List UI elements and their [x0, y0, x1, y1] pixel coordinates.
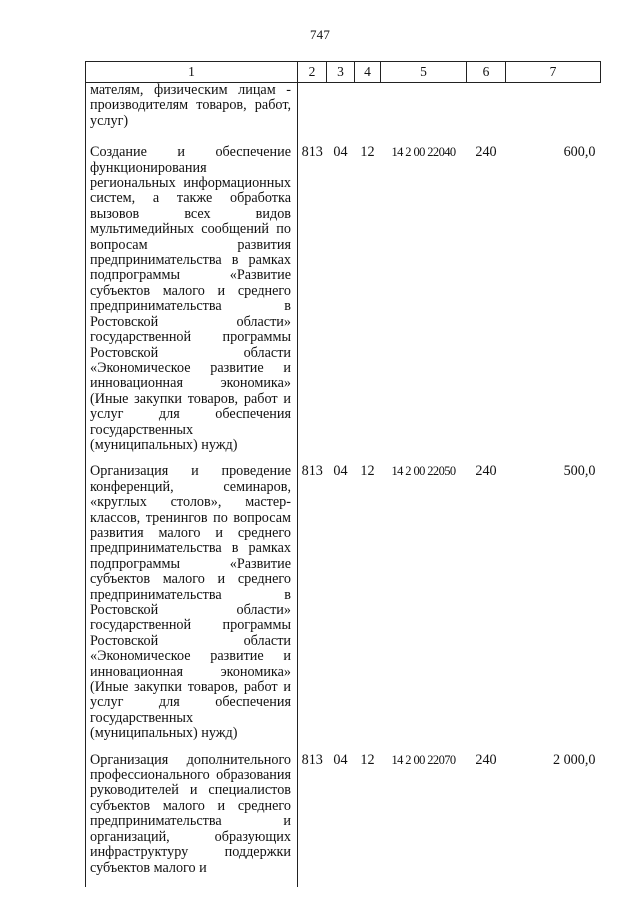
row-vr: 240 — [475, 463, 497, 480]
row-rz: 04 — [333, 751, 348, 768]
row-pr: 12 — [360, 144, 375, 161]
row-kcsr: 14 2 00 22050 — [391, 464, 456, 479]
column-header: 7 — [506, 62, 601, 83]
row-amount: 500,0 — [563, 463, 596, 480]
row-kcsr: 14 2 00 22040 — [391, 145, 456, 160]
row-pr — [355, 83, 381, 146]
row-kcsr: 14 2 00 22070 — [391, 752, 456, 767]
column-header: 5 — [381, 62, 467, 83]
column-header: 6 — [467, 62, 506, 83]
row-pr: 12 — [360, 463, 375, 480]
row-pr: 12 — [360, 751, 375, 768]
row-description: Организация и проведение конференций, семинаров, «круглых столов», мастер-классов, тренингов по вопросам развития малого и среднего предпринимательства в рамках подпрограммы «Развитие субъектов малого и среднего предпринимательства в Ростовской области» государственной программы Ростовской области «Экономическое развитие и инновационная экономика» (Иные закупки товаров, работ и услуг для обеспечения государственных (муниципальных) нужд) — [86, 464, 298, 752]
row-ved: 813 — [301, 751, 323, 768]
row-description: Создание и обеспечение функционирования региональных информационных систем, а также обработка вызовов всех видов мультимедийных сообщений по вопросам развития предпринимательства в рамках подпрограммы «Развитие субъектов малого и среднего предпринимательства в Ростовской области» государственной программы Ростовской области «Экономическое развитие и инновационная экономика» (Иные закупки товаров, работ и услуг для обеспечения государственных (муниципальных) нужд) — [86, 145, 298, 464]
page-number: 747 — [309, 27, 331, 42]
row-ved: 813 — [301, 463, 323, 480]
table-header-row — [86, 62, 601, 83]
column-header: 4 — [355, 62, 381, 83]
row-kcsr — [381, 83, 467, 146]
row-vr: 240 — [475, 144, 497, 161]
row-ved — [298, 83, 327, 146]
row-rz: 04 — [333, 463, 348, 480]
row-description: Организация дополнительного профессионального образования руководителей и специалистов субъектов малого и среднего предпринимательства и организаций, образующих инфраструктуру поддержки субъектов малого и — [86, 753, 298, 887]
table-row — [86, 753, 601, 887]
row-ved: 813 — [301, 144, 323, 161]
row-amount: 600,0 — [563, 144, 596, 161]
row-rz — [327, 83, 355, 146]
table-row — [86, 145, 601, 464]
row-vr — [467, 83, 506, 146]
column-header: 2 — [298, 62, 327, 83]
row-amount: 2 000,0 — [552, 751, 596, 768]
column-header: 1 — [86, 62, 298, 83]
column-header: 3 — [327, 62, 355, 83]
row-rz: 04 — [333, 144, 348, 161]
table-row — [86, 464, 601, 752]
row-description: мателям, физическим лицам - производителям товаров, работ, услуг) — [86, 83, 298, 146]
budget-table — [85, 61, 601, 887]
table-row — [86, 83, 601, 146]
row-vr: 240 — [475, 751, 497, 768]
row-amount — [506, 83, 601, 146]
